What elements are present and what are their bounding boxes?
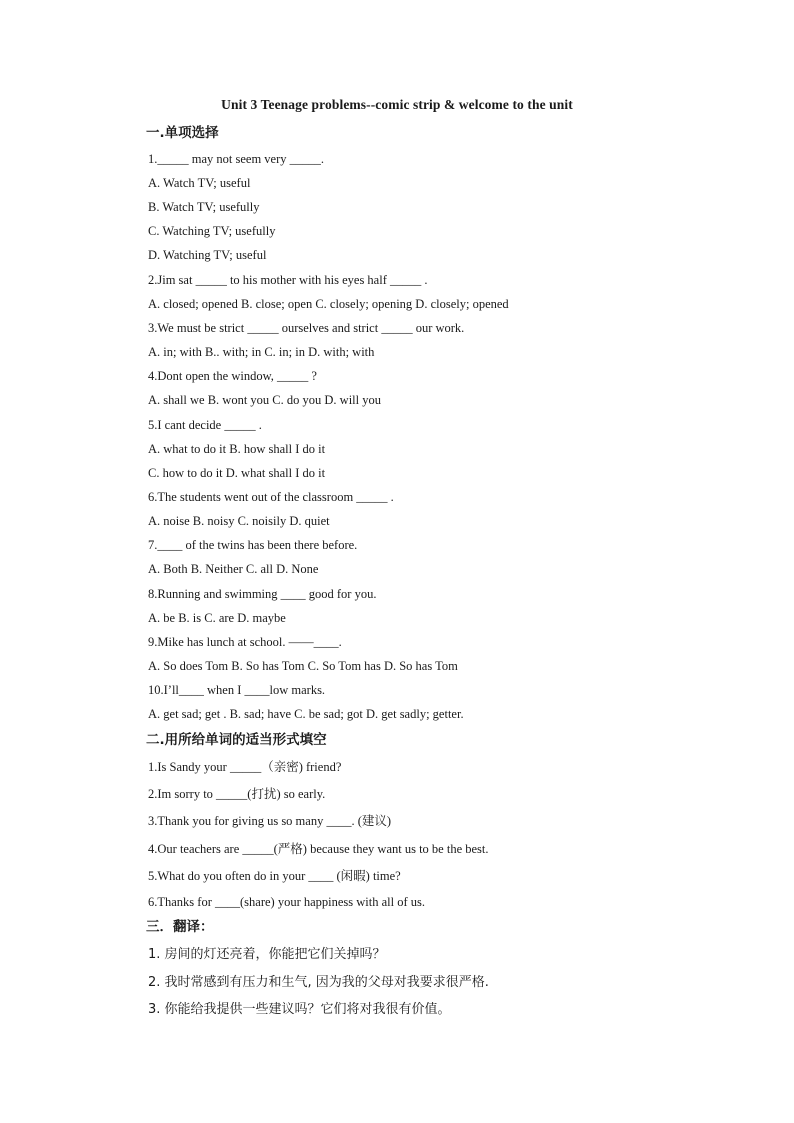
option-line: D. Watching TV; useful <box>148 248 267 262</box>
page-title: Unit 3 Teenage problems--comic strip & welcome to the unit <box>221 97 573 112</box>
fill-in-line: 1.Is Sandy your _____（亲密) friend? <box>148 760 342 774</box>
option-line: A. Watch TV; useful <box>148 176 251 190</box>
option-line: A. what to do it B. how shall I do it <box>148 442 326 456</box>
section-heading-multiple-choice: 一.单项选择 <box>146 125 219 141</box>
option-line: A. closed; opened B. close; open C. closely; opening D. closely; opened <box>148 297 509 311</box>
option-line: A. shall we B. wont you C. do you D. will you <box>148 393 381 407</box>
translation-line: 3. 你能给我提供一些建议吗？它们将对我很有价值。 <box>148 1002 451 1017</box>
option-line: A. be B. is C. are D. maybe <box>148 611 286 625</box>
fill-in-line: 6.Thanks for ____(share) your happiness with all of us. <box>148 895 426 909</box>
fill-in-line: 4.Our teachers are _____(严格) because they want us to be the best. <box>148 842 489 856</box>
question-line: 8.Running and swimming ____ good for you. <box>148 587 377 601</box>
question-line: 10.I’ll____ when I ____low marks. <box>148 683 326 697</box>
question-line: 7.____ of the twins has been there before. <box>148 538 358 552</box>
option-line: C. Watching TV; usefully <box>148 224 276 238</box>
question-line: 1._____ may not seem very _____. <box>148 152 325 166</box>
question-line: 2.Jim sat _____ to his mother with his eyes half _____ . <box>148 273 428 287</box>
option-line: A. get sad; get . B. sad; have C. be sad; got D. get sadly; getter. <box>148 707 464 721</box>
question-line: 3.We must be strict _____ ourselves and strict _____ our work. <box>148 321 465 335</box>
translation-line: 2. 我时常感到有压力和生气, 因为我的父母对我要求很严格. <box>148 975 489 990</box>
option-line: A. noise B. noisy C. noisily D. quiet <box>148 514 330 528</box>
fill-in-line: 2.Im sorry to _____(打扰) so early. <box>148 787 326 801</box>
option-line: A. So does Tom B. So has Tom C. So Tom has D. So has Tom <box>148 659 458 673</box>
question-line: 6.The students went out of the classroom _____ . <box>148 490 394 504</box>
option-line: B. Watch TV; usefully <box>148 200 260 214</box>
option-line: A. in; with B.. with; in C. in; in D. with; with <box>148 345 375 359</box>
question-line: 9.Mike has lunch at school. ——____. <box>148 635 342 649</box>
option-line: A. Both B. Neither C. all D. None <box>148 562 319 576</box>
translation-line: 1. 房间的灯还亮着，你能把它们关掉吗？ <box>148 947 386 962</box>
section-heading-fill-in: 二.用所给单词的适当形式填空 <box>146 732 327 748</box>
section-heading-translation: 三．翻译： <box>146 919 214 935</box>
question-line: 4.Dont open the window, _____ ? <box>148 369 317 383</box>
fill-in-line: 3.Thank you for giving us so many ____. (建议) <box>148 814 392 828</box>
option-line: C. how to do it D. what shall I do it <box>148 466 326 480</box>
question-line: 5.I cant decide _____ . <box>148 418 262 432</box>
fill-in-line: 5.What do you often do in your ____ (闲暇) time? <box>148 869 401 883</box>
